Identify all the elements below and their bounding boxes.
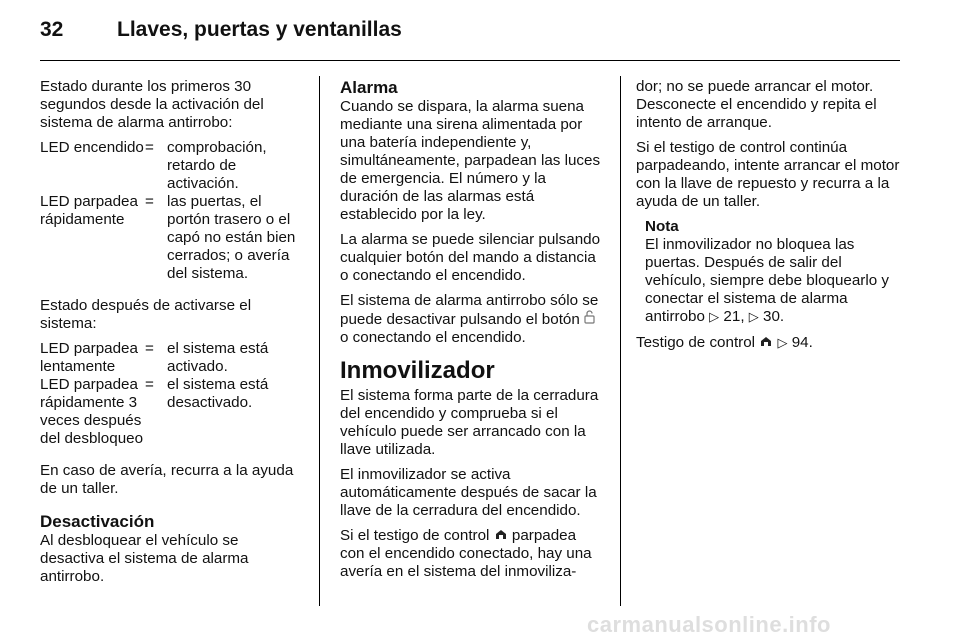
paragraph: El sistema forma parte de la cerradura del encendido y comprueba si el vehículo puede ser arrancado con la llave utilizada.	[340, 387, 599, 458]
paragraph: El inmovilizador se activa automáticamente después de sacar la llave de la cerradura del encendido.	[340, 466, 597, 519]
note-label: Nota	[645, 218, 679, 235]
list-definition: el sistema está activado.	[167, 340, 269, 375]
paragraph: En caso de avería, recurra a la ayuda de un taller.	[40, 462, 294, 497]
list-item	[40, 340, 306, 376]
paragraph: Estado durante los primeros 30 segundos desde la activación del sistema de alarma antirrobo:	[40, 78, 264, 131]
column-1	[40, 78, 306, 593]
watermark: carmanualsonline.info	[587, 612, 831, 637]
list-item	[40, 376, 306, 448]
page-ref-arrow-icon: ▷	[777, 335, 788, 350]
immobilizer-icon	[494, 527, 508, 545]
status-list-1	[40, 139, 306, 283]
text-run: o conectando el encendido.	[340, 329, 526, 346]
list-term: LED parpadea rápidamente 3 veces después del desbloqueo	[40, 376, 144, 447]
paragraph: Si el testigo de control continúa parpadeando, intente arrancar el motor con la llave de repuesto y recurra a la ayuda de un taller.	[636, 139, 900, 210]
list-definition: las puertas, el portón trasero o el capó no están bien cerrados; o avería del sistema.	[167, 193, 296, 282]
unlock-icon	[584, 310, 595, 329]
list-term: LED encendido	[40, 139, 144, 156]
column-3	[636, 78, 900, 359]
text-run: El inmovilizador no bloquea las puertas. Después de salir del vehículo, siempre debe bloquearlo y conectar el sistema de alarma antirrobo	[645, 236, 889, 325]
note-text: El inmovilizador no bloquea las puertas. Después de salir del vehículo, siempre debe bloquearlo y conectar el sistema de alarma antirrobo ▷ 21, ▷ 30.	[645, 236, 889, 325]
paragraph: Testigo de control ▷ 94.	[636, 334, 813, 351]
text-run: El sistema de alarma antirrobo sólo se puede desactivar pulsando el botón	[340, 292, 599, 328]
immobilizer-icon	[759, 334, 773, 352]
section-heading-desactivacion: Desactivación	[40, 512, 155, 531]
list-term: LED parpadea lentamente	[40, 340, 138, 375]
paragraph: Al desbloquear el vehículo se desactiva el sistema de alarma antirrobo.	[40, 532, 249, 585]
paragraph: Estado después de activarse el sistema:	[40, 297, 252, 332]
list-definition: comprobación, retardo de activación.	[167, 139, 267, 192]
page-ref-arrow-icon: ▷	[748, 309, 759, 324]
status-list-2	[40, 340, 306, 448]
note-box	[645, 218, 900, 326]
list-equals: =	[145, 340, 154, 357]
page-ref-arrow-icon: ▷	[709, 309, 720, 324]
section-heading-inmovilizador: Inmovilizador	[340, 357, 495, 384]
text-run: Si el testigo de control	[340, 527, 494, 544]
text-run: parpadea con el encendido conectado, hay una avería en el sistema del inmoviliza-	[340, 527, 592, 580]
list-definition: el sistema está desactivado.	[167, 376, 269, 411]
paragraph	[340, 292, 604, 347]
column-divider	[319, 76, 320, 606]
list-term: LED parpadea rápidamente	[40, 193, 138, 228]
page-reference[interactable]: 94	[791, 334, 809, 351]
section-heading-alarma: Alarma	[340, 78, 398, 97]
column-2	[340, 78, 604, 581]
list-item	[40, 139, 306, 193]
paragraph: La alarma se puede silenciar pulsando cualquier botón del mando a distancia o conectando el encendido.	[340, 231, 601, 284]
paragraph: dor; no se puede arrancar el motor. Desconecte el encendido y repita el intento de arranque.	[636, 78, 877, 131]
page-title: Llaves, puertas y ventanillas	[117, 18, 402, 41]
list-equals: =	[145, 193, 154, 210]
text-run: Testigo de control	[636, 334, 760, 351]
list-equals: =	[145, 139, 154, 156]
paragraph	[340, 527, 604, 581]
list-item	[40, 193, 306, 283]
page-reference[interactable]: 30	[763, 308, 780, 325]
list-equals: =	[145, 376, 154, 393]
page-reference[interactable]: 21	[723, 308, 741, 325]
paragraph: Cuando se dispara, la alarma suena mediante una sirena alimentada por una batería independiente y, simultáneamente, parpadean las luces de emergencia. El número y la duración de las alarmas está establecido por la ley.	[340, 98, 601, 223]
column-divider	[620, 76, 621, 606]
header-rule	[40, 60, 900, 61]
page-number: 32	[40, 18, 64, 41]
